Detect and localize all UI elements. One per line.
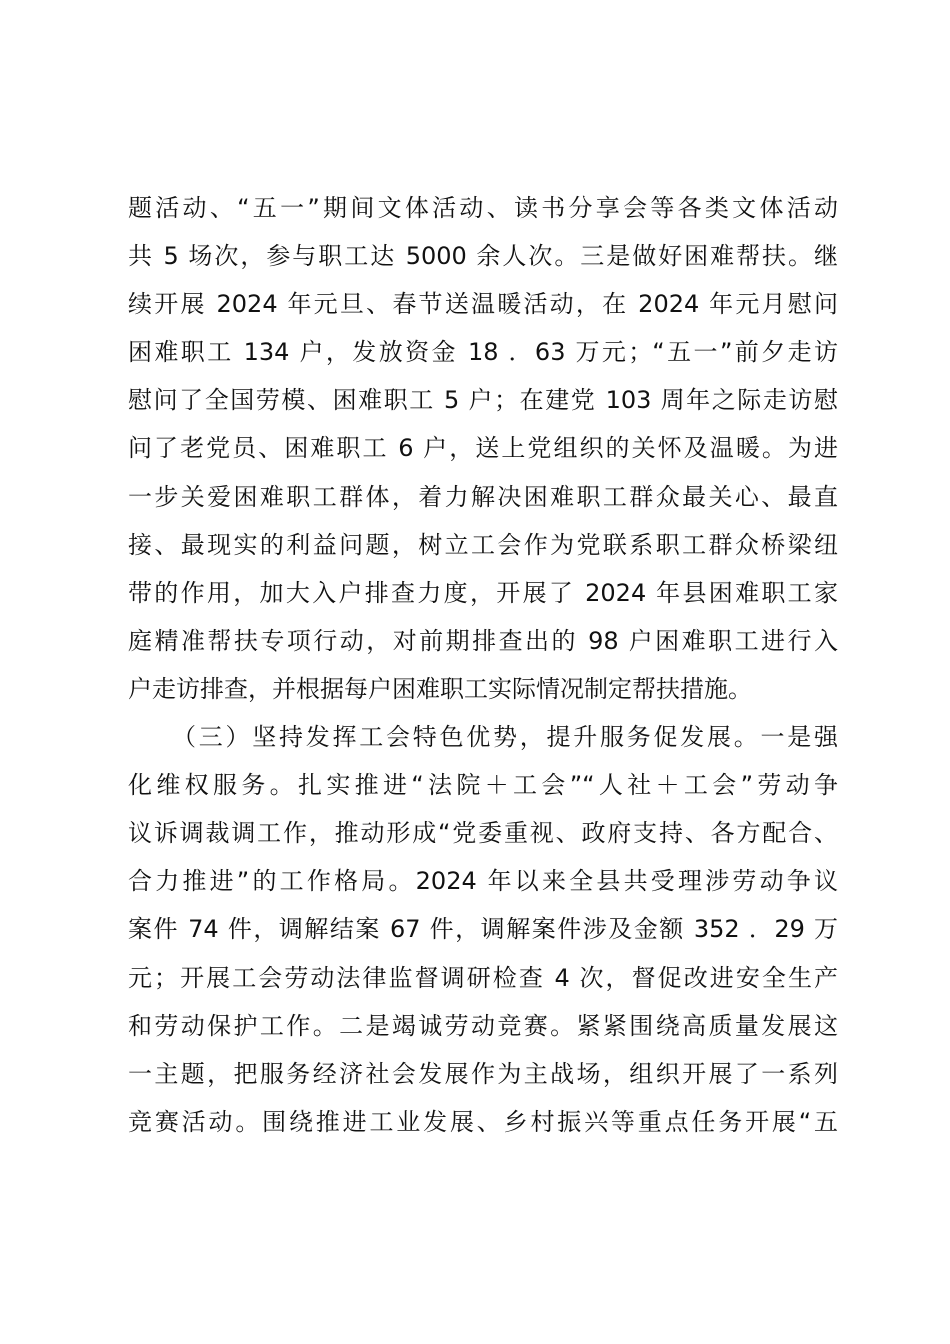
text-line: 竞赛活动。围绕推进工业发展、乡村振兴等重点任务开展“五 xyxy=(128,1107,838,1136)
text-line: 困难职工 134 户，发放资金 18 ．63 万元；“五一”前夕走访 xyxy=(128,338,838,367)
text-line: 庭精准帮扶专项行动，对前期排查出的 98 户困难职工进行入 xyxy=(128,626,838,655)
body-text xyxy=(128,184,838,1146)
text-line: 案件 74 件，调解结案 67 件，调解案件涉及金额 352 ．29 万 xyxy=(128,915,838,944)
text-line: 合力推进”的工作格局。2024 年以来全县共受理涉劳动争议 xyxy=(128,867,838,896)
text-line: 一主题，把服务经济社会发展作为主战场，组织开展了一系列 xyxy=(128,1059,838,1088)
paragraph-end-line: 户走访排查，并根据每户困难职工实际情况制定帮扶措施。 xyxy=(128,674,752,703)
text-line: 和劳动保护工作。二是竭诚劳动竞赛。紧紧围绕高质量发展这 xyxy=(128,1011,838,1040)
text-line: 一步关爱困难职工群体，着力解决困难职工群众最关心、最直 xyxy=(128,482,838,511)
text-line: 元；开展工会劳动法律监督调研检查 4 次，督促改进安全生产 xyxy=(128,963,838,992)
section-heading-line: （三）坚持发挥工会特色优势，提升服务促发展。一是强 xyxy=(172,723,838,752)
text-line: 慰问了全国劳模、困难职工 5 户；在建党 103 周年之际走访慰 xyxy=(128,386,838,415)
text-line: 接、最现实的利益问题，树立工会作为党联系职工群众桥梁纽 xyxy=(128,530,838,559)
text-line: 问了老党员、困难职工 6 户，送上党组织的关怀及温暖。为进 xyxy=(128,434,838,463)
text-line: 化维权服务。扎实推进“法院＋工会”“人社＋工会”劳动争 xyxy=(128,771,838,800)
text-line: 题活动、“五一”期间文体活动、读书分享会等各类文体活动 xyxy=(128,194,838,222)
text-line: 续开展 2024 年元旦、春节送温暖活动，在 2024 年元月慰问 xyxy=(128,290,838,319)
text-line: 带的作用，加大入户排查力度，开展了 2024 年县困难职工家 xyxy=(128,578,838,607)
text-line: 共 5 场次，参与职工达 5000 余人次。三是做好困难帮扶。继 xyxy=(128,242,838,271)
text-line: 议诉调裁调工作，推动形成“党委重视、政府支持、各方配合、 xyxy=(128,819,838,848)
